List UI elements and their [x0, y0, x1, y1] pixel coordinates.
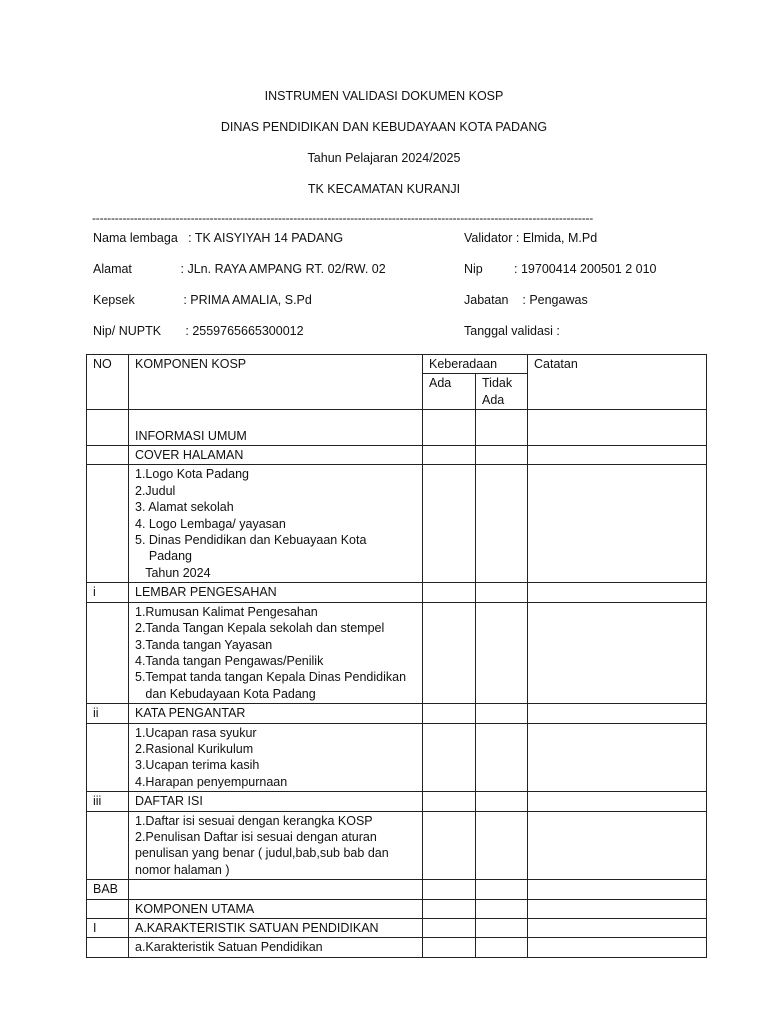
- komponen-item: 1.Rumusan Kalimat Pengesahan: [135, 604, 318, 619]
- row-number: [87, 465, 129, 583]
- komponen-item: 2.Rasional Kurikulum: [135, 741, 254, 756]
- header-tidak-ada: Tidak Ada: [476, 374, 528, 410]
- row-komponen: [129, 811, 423, 880]
- header-ada: Ada: [423, 374, 476, 410]
- cell-catatan: [528, 811, 707, 880]
- cell-tidak-ada: [476, 792, 528, 811]
- cell-catatan: [528, 410, 707, 446]
- komponen-item: 2.Judul: [135, 483, 176, 498]
- cell-ada: [423, 723, 476, 792]
- cell-tidak-ada: [476, 919, 528, 938]
- table-row: [87, 899, 707, 918]
- cell-catatan: [528, 465, 707, 583]
- komponen-item: 3.Ucapan terima kasih: [135, 758, 260, 773]
- cell-ada: [423, 792, 476, 811]
- row-komponen: LEMBAR PENGESAHAN: [129, 583, 423, 602]
- cell-ada: [423, 811, 476, 880]
- cell-catatan: [528, 704, 707, 723]
- info-nip-nuptk: Nip/ NUPTK : 2559765665300012: [93, 324, 304, 338]
- komponen-item: dan Kebudayaan Kota Padang: [135, 686, 316, 701]
- komponen-item: 4.Harapan penyempurnaan: [135, 774, 288, 789]
- cell-catatan: [528, 723, 707, 792]
- komponen-item: 3.Tanda tangan Yayasan: [135, 637, 273, 652]
- row-number: [87, 899, 129, 918]
- table-header-row: [87, 355, 707, 374]
- doc-subtitle-agency: DINAS PENDIDIKAN DAN KEBUDAYAAN KOTA PADANG: [220, 120, 548, 134]
- cell-ada: [423, 602, 476, 703]
- info-jabatan: Jabatan : Pengawas: [464, 293, 588, 307]
- table-row: [87, 811, 707, 880]
- cell-catatan: [528, 583, 707, 602]
- komponen-item: 4.Tanda tangan Pengawas/Penilik: [135, 653, 324, 668]
- row-komponen: KOMPONEN UTAMA: [129, 899, 423, 918]
- komponen-item: Tahun 2024: [135, 565, 211, 580]
- cell-ada: [423, 899, 476, 918]
- komponen-item: 5. Dinas Pendidikan dan Kebuayaan Kota: [135, 533, 367, 548]
- cell-catatan: [528, 919, 707, 938]
- table-row: [87, 704, 707, 723]
- table-row: [87, 583, 707, 602]
- cell-tidak-ada: [476, 880, 528, 899]
- row-komponen: DAFTAR ISI: [129, 792, 423, 811]
- row-number: i: [87, 583, 129, 602]
- row-number: BAB: [87, 880, 129, 899]
- komponen-item: 2.Penulisan Daftar isi sesuai dengan aturan: [135, 829, 377, 844]
- row-komponen: KATA PENGANTAR: [129, 704, 423, 723]
- row-komponen: [129, 880, 423, 899]
- komponen-item: 1.Daftar isi sesuai dengan kerangka KOSP: [135, 813, 373, 828]
- cell-tidak-ada: [476, 723, 528, 792]
- komponen-item: 1.Logo Kota Padang: [135, 467, 249, 482]
- header-komponen: KOMPONEN KOSP: [129, 355, 423, 410]
- doc-subtitle-year: Tahun Pelajaran 2024/2025: [307, 151, 461, 165]
- separator-line: ------------------------------------------------------------------------------------------------------------------------------------: [92, 211, 594, 225]
- row-number: [87, 723, 129, 792]
- row-komponen: INFORMASI UMUM: [129, 410, 423, 446]
- table-row: [87, 938, 707, 957]
- table-row: [87, 465, 707, 583]
- cell-catatan: [528, 792, 707, 811]
- table-row: [87, 792, 707, 811]
- cell-ada: [423, 938, 476, 957]
- row-komponen: COVER HALAMAN: [129, 446, 423, 465]
- row-komponen: a.Karakteristik Satuan Pendidikan: [129, 938, 423, 957]
- row-komponen: A.KARAKTERISTIK SATUAN PENDIDIKAN: [129, 919, 423, 938]
- komponen-item: 1.Ucapan rasa syukur: [135, 725, 257, 740]
- table-row: [87, 410, 707, 446]
- komponen-item: 3. Alamat sekolah: [135, 500, 234, 515]
- row-number: [87, 938, 129, 957]
- cell-tidak-ada: [476, 938, 528, 957]
- row-number: [87, 602, 129, 703]
- cell-tidak-ada: [476, 602, 528, 703]
- komponen-item: penulisan yang benar ( judul,bab,sub bab dan: [135, 846, 389, 861]
- cell-ada: [423, 919, 476, 938]
- komponen-item: Padang: [135, 549, 192, 564]
- table-row: [87, 723, 707, 792]
- info-nama-lembaga: Nama lembaga : TK AISYIYAH 14 PADANG: [93, 231, 344, 245]
- cell-ada: [423, 880, 476, 899]
- cell-tidak-ada: [476, 446, 528, 465]
- komponen-item: nomor halaman ): [135, 862, 230, 877]
- row-number: iii: [87, 792, 129, 811]
- cell-ada: [423, 465, 476, 583]
- info-alamat: Alamat : JLn. RAYA AMPANG RT. 02/RW. 02: [93, 262, 386, 276]
- cell-ada: [423, 446, 476, 465]
- cell-tidak-ada: [476, 704, 528, 723]
- cell-tidak-ada: [476, 465, 528, 583]
- row-komponen: [129, 723, 423, 792]
- cell-catatan: [528, 880, 707, 899]
- header-keberadaan: Keberadaan: [423, 355, 528, 374]
- info-kepsek: Kepsek : PRIMA AMALIA, S.Pd: [93, 293, 312, 307]
- validation-table: [86, 354, 707, 958]
- info-validator: Validator : Elmida, M.Pd: [464, 231, 598, 245]
- komponen-item: 4. Logo Lembaga/ yayasan: [135, 516, 286, 531]
- row-komponen: [129, 465, 423, 583]
- cell-tidak-ada: [476, 811, 528, 880]
- info-nip: Nip : 19700414 200501 2 010: [464, 262, 657, 276]
- cell-ada: [423, 704, 476, 723]
- header-no: NO: [87, 355, 129, 410]
- table-row: [87, 446, 707, 465]
- cell-tidak-ada: [476, 583, 528, 602]
- cell-catatan: [528, 938, 707, 957]
- cell-catatan: [528, 602, 707, 703]
- table-row: [87, 602, 707, 703]
- info-tanggal-validasi: Tanggal validasi :: [464, 324, 560, 338]
- cell-catatan: [528, 899, 707, 918]
- header-catatan: Catatan: [528, 355, 707, 410]
- cell-ada: [423, 583, 476, 602]
- table-row: [87, 880, 707, 899]
- cell-tidak-ada: [476, 899, 528, 918]
- komponen-item: 2.Tanda Tangan Kepala sekolah dan stempel: [135, 621, 385, 636]
- cell-tidak-ada: [476, 410, 528, 446]
- row-number: [87, 811, 129, 880]
- row-number: I: [87, 919, 129, 938]
- komponen-item: 5.Tempat tanda tangan Kepala Dinas Pendidikan: [135, 670, 407, 685]
- row-number: [87, 410, 129, 446]
- cell-catatan: [528, 446, 707, 465]
- row-komponen: [129, 602, 423, 703]
- cell-ada: [423, 410, 476, 446]
- doc-subtitle-district: TK KECAMATAN KURANJI: [307, 182, 461, 196]
- row-number: ii: [87, 704, 129, 723]
- doc-title: INSTRUMEN VALIDASI DOKUMEN KOSP: [264, 89, 504, 103]
- table-row: [87, 919, 707, 938]
- row-number: [87, 446, 129, 465]
